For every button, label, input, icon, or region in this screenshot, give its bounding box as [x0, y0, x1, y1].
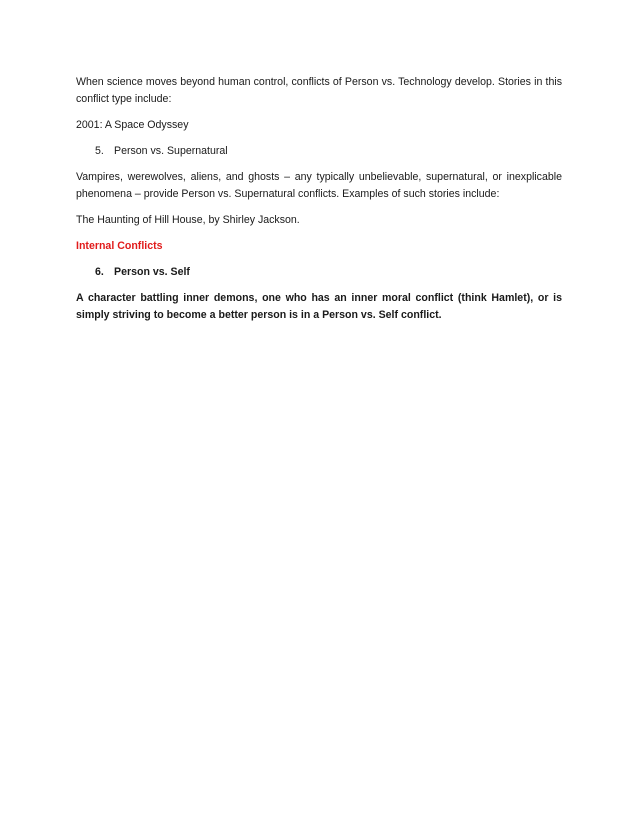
list-item-supernatural — [76, 143, 562, 160]
example-space-odyssey: 2001: A Space Odyssey — [76, 119, 189, 131]
example-hill-house: The Haunting of Hill House, by Shirley Jackson. — [76, 214, 300, 226]
paragraph-technology-conflict: When science moves beyond human control, conflicts of Person vs. Technology develop. Stories in this conflict type include: — [76, 76, 562, 105]
list-label: Person vs. Self — [114, 266, 190, 278]
list-number: 6. — [95, 266, 104, 278]
document-page — [76, 74, 562, 333]
paragraph-supernatural-conflict: Vampires, werewolves, aliens, and ghosts – any typically unbelievable, supernatural, or inexplicable phenomena – provide Person vs. Supernatural conflicts. Examples of such stories include: — [76, 171, 562, 200]
section-heading-internal-conflicts: Internal Conflicts — [76, 240, 163, 252]
list-label: Person vs. Supernatural — [114, 145, 228, 157]
list-number: 5. — [95, 145, 104, 157]
list-item-self — [76, 264, 562, 281]
paragraph-self-conflict: A character battling inner demons, one who has an inner moral conflict (think Hamlet), or is simply striving to become a better person is in a Person vs. Self conflict. — [76, 292, 562, 321]
